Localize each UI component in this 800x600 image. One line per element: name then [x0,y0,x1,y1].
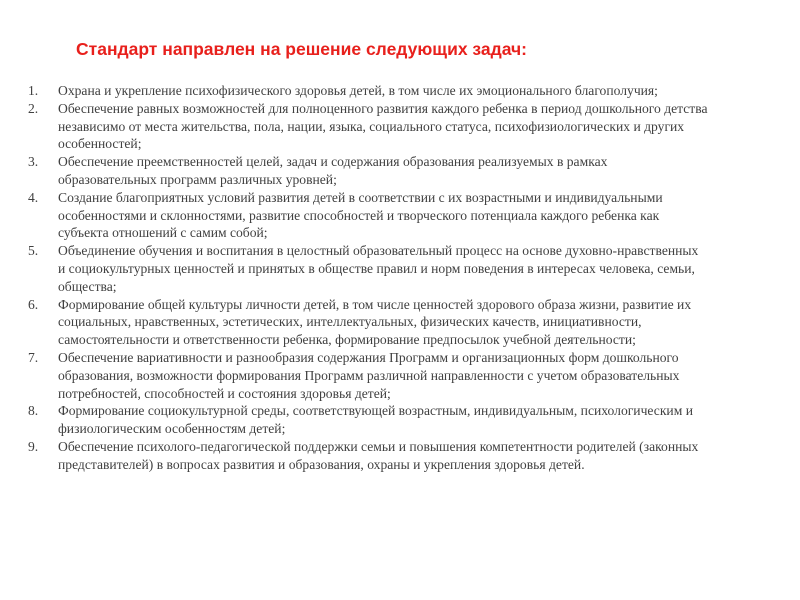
list-item-1 [28,82,708,100]
list-item-7 [28,349,708,402]
list-item-5 [28,242,708,295]
list-item-number: 8. [28,403,39,419]
list-item-number: 6. [28,296,39,312]
list-item-text: Обеспечение вариативности и разнообразия содержания Программ и организационных форм дошкольного образования, возможности формирования Программ различной направленности с учетом образовательных потребностей, способностей и состояния здоровья детей; [58,349,680,401]
list-item-2 [28,100,708,153]
list-item-text: Формирование социокультурной среды, соответствующей возрастным, индивидуальным, психологическим и физиологическим особенностям детей; [58,403,693,437]
list-item-6 [28,296,708,349]
list-item-number: 4. [28,189,39,205]
list-item-text: Обеспечение психолого-педагогической поддержки семьи и повышения компетентности родителей (законных представителей) в вопросах развития и образования, охраны и укрепления здоровья детей. [58,438,699,472]
list-item-number: 5. [28,243,39,259]
list-item-number: 1. [28,83,39,98]
list-item-text: Охрана и укрепление психофизического здоровья детей, в том числе их эмоционального благополучия; [58,83,658,98]
list-item-number: 2. [28,100,39,116]
list-item-3 [28,153,708,189]
list-item-text: Обеспечение преемственностей целей, задач и содержания образования реализуемых в рамках образовательных программ различных уровней; [58,154,608,187]
list-item-number: 3. [28,154,39,170]
list-item-4 [28,189,708,242]
list-item-number: 9. [28,438,39,454]
list-item-text: Создание благоприятных условий развития детей в соответствии с их возрастными и индивидуальными особенностями и склонностями, развитие способностей и творческого потенциала каждого ребенка как субъекта отношений с самим собой; [58,189,663,241]
list-item-8 [28,402,708,438]
list-item-text: Объединение обучения и воспитания в целостный образовательный процесс на основе духовно-нравственных и социокультурных ценностей и принятых в обществе правил и норм поведения в интересах человека, семьи, общества; [58,243,699,294]
task-list [28,82,708,474]
list-item-number: 7. [28,349,39,365]
list-item-9 [28,438,708,474]
list-item-text: Формирование общей культуры личности детей, в том числе ценностей здорового образа жизни, развитие их социальных, нравственных, эстетических, интеллектуальных, физических качеств, инициативности, самостоятельности и ответственности ребенка, формирование предпосылок учебной деятельности; [58,296,692,348]
slide-title: Стандарт направлен на решение следующих задач: [76,39,528,59]
list-item-text: Обеспечение равных возможностей для полноценного развития каждого ребенка в период дошкольного детства независимо от места жительства, пола, нации, языка, социального статуса, психофизиологических и других особенностей; [58,100,708,152]
